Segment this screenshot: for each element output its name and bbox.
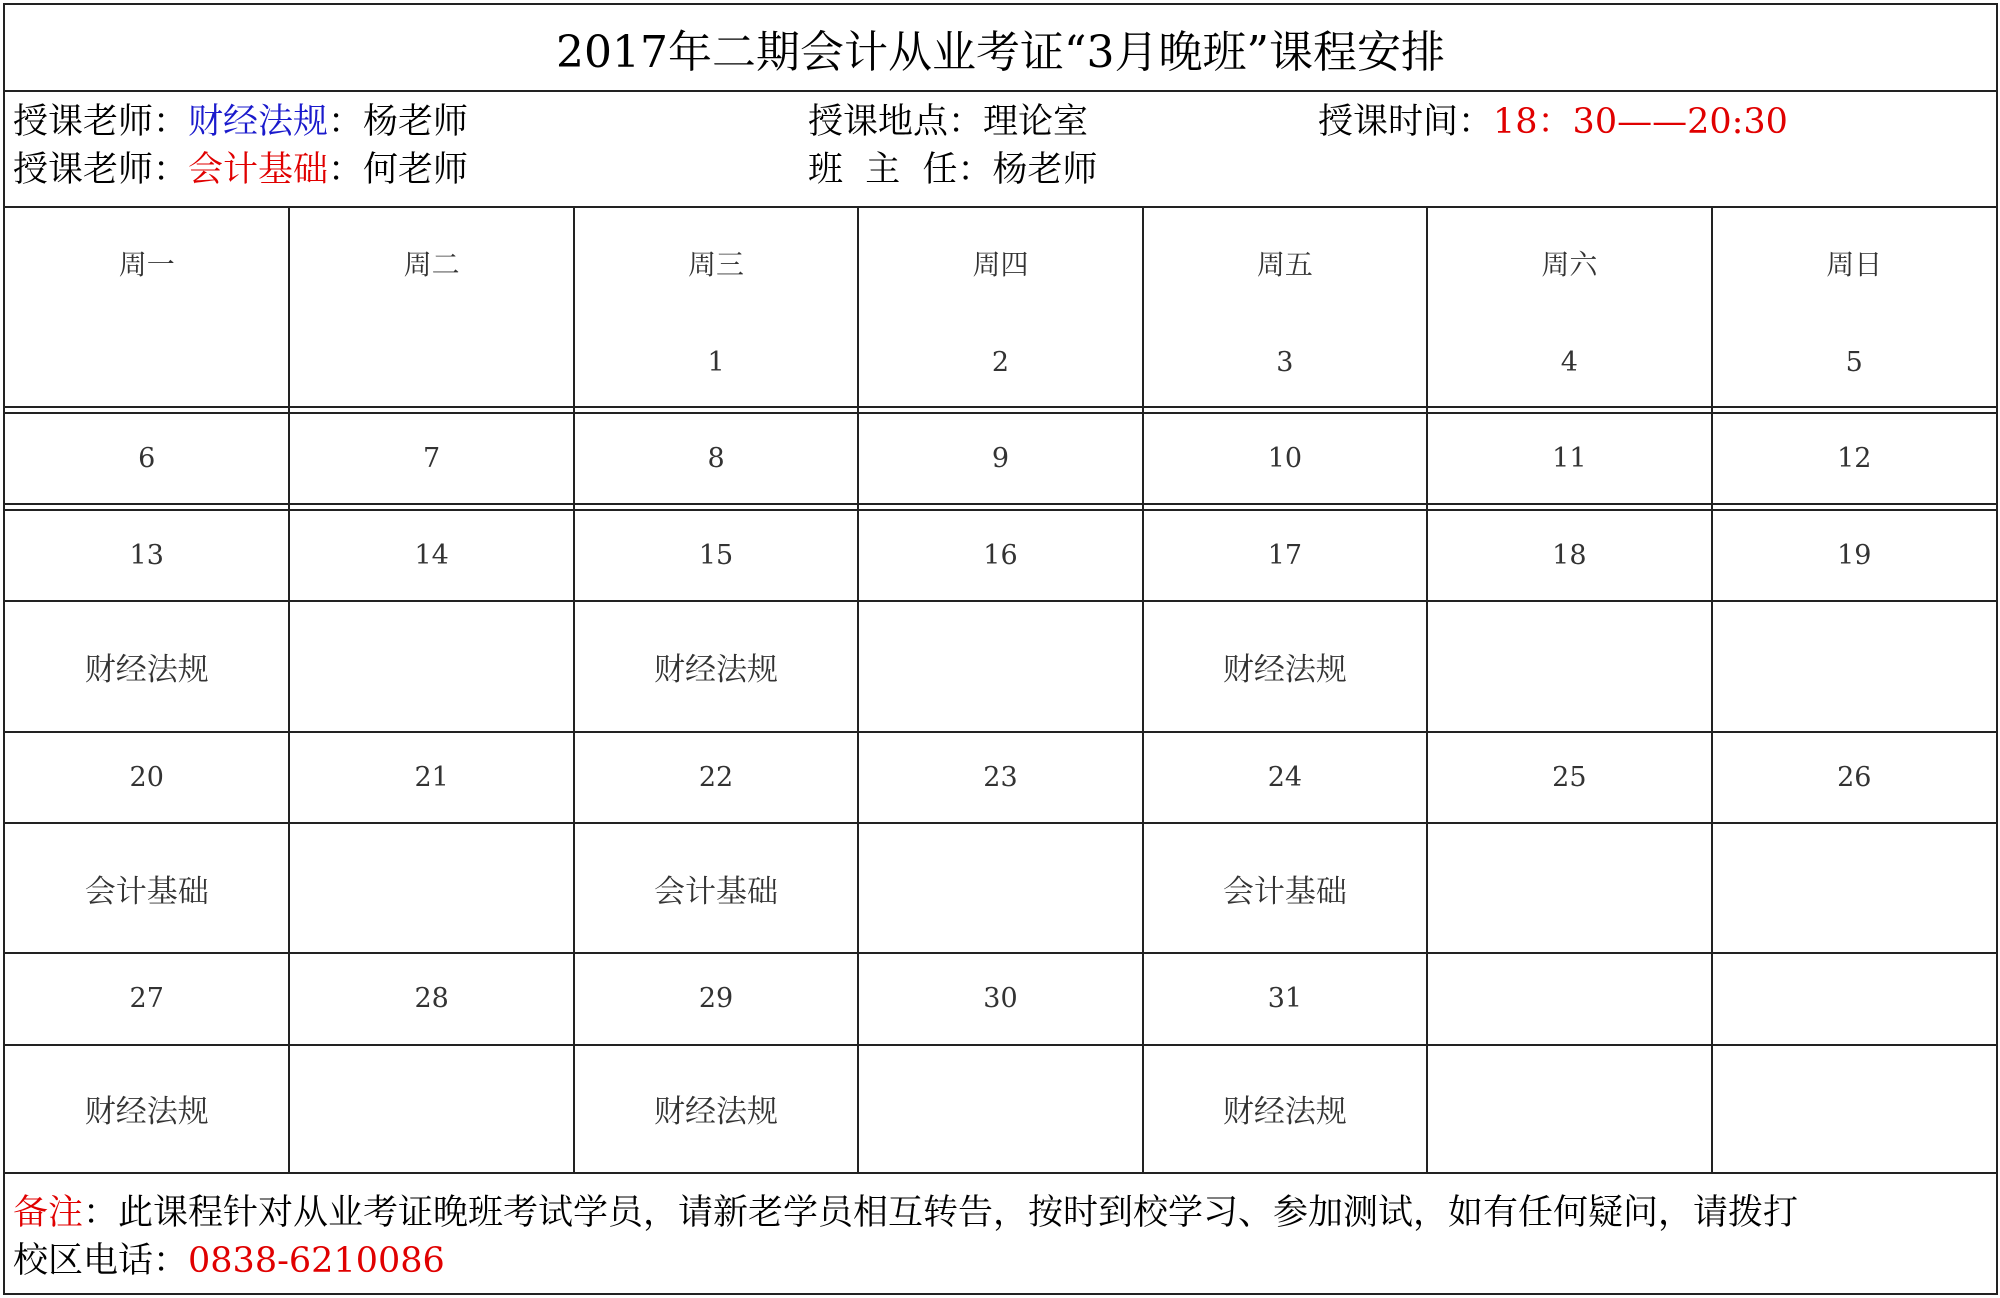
teacher-name: ：杨老师 xyxy=(328,102,469,142)
date-cell: 21 xyxy=(289,732,573,823)
date-cell xyxy=(289,319,573,408)
date-row xyxy=(5,413,1996,504)
course-cell xyxy=(289,1045,573,1173)
date-cell: 1 xyxy=(574,319,858,408)
course-row xyxy=(5,601,1996,731)
course-cell xyxy=(1712,823,1996,953)
date-cell xyxy=(1712,953,1996,1044)
note-section xyxy=(5,1174,1996,1293)
course-cell: 财经法规 xyxy=(574,601,858,731)
course-cell: 财经法规 xyxy=(574,1045,858,1173)
page-title: 2017年二期会计从业考证“3月晚班”课程安排 xyxy=(5,5,1996,92)
course-cell: 会计基础 xyxy=(1143,823,1427,953)
teacher-name: ：何老师 xyxy=(328,150,469,190)
teacher-label: 授课老师： xyxy=(13,150,189,190)
course-cell: 财经法规 xyxy=(5,1045,289,1173)
date-cell: 10 xyxy=(1143,413,1427,504)
course-cell: 会计基础 xyxy=(574,823,858,953)
date-cell: 4 xyxy=(1427,319,1711,408)
calendar-grid xyxy=(5,208,1996,1174)
date-cell: 27 xyxy=(5,953,289,1044)
course-cell xyxy=(1427,1045,1711,1173)
course-cell xyxy=(289,823,573,953)
date-cell: 22 xyxy=(574,732,858,823)
headteacher-text: 班 主 任：杨老师 xyxy=(808,150,1098,190)
phone-number: 0838-6210086 xyxy=(188,1241,445,1281)
date-cell: 20 xyxy=(5,732,289,823)
date-cell: 6 xyxy=(5,413,289,504)
course-cell xyxy=(858,823,1142,953)
phone-label: 校区电话： xyxy=(13,1241,189,1281)
weekday-header: 周三 xyxy=(574,208,858,319)
date-cell: 30 xyxy=(858,953,1142,1044)
weekday-header: 周五 xyxy=(1143,208,1427,319)
note-text: ：此课程针对从业考证晚班考试学员，请新老学员相互转告，按时到校学习、参加测试，如有任何疑问，请拨打 xyxy=(83,1193,1799,1233)
course-row xyxy=(5,1045,1996,1173)
course-cell xyxy=(858,601,1142,731)
teacher-line-1 xyxy=(13,102,469,142)
date-cell xyxy=(1427,953,1711,1044)
course-cell: 财经法规 xyxy=(1143,1045,1427,1173)
calendar-table xyxy=(5,208,1996,1172)
date-cell: 15 xyxy=(574,510,858,601)
date-cell xyxy=(5,319,289,408)
date-row xyxy=(5,510,1996,601)
course-cell: 会计基础 xyxy=(5,823,289,953)
note-line-1 xyxy=(13,1193,1799,1233)
date-cell: 7 xyxy=(289,413,573,504)
date-row xyxy=(5,953,1996,1044)
note-line-2 xyxy=(13,1241,445,1281)
date-cell: 5 xyxy=(1712,319,1996,408)
date-cell: 17 xyxy=(1143,510,1427,601)
course-cell xyxy=(1712,1045,1996,1173)
date-cell: 25 xyxy=(1427,732,1711,823)
time-label: 授课时间： xyxy=(1318,102,1494,142)
date-cell: 19 xyxy=(1712,510,1996,601)
course-cell: 财经法规 xyxy=(1143,601,1427,731)
teacher-line-2 xyxy=(13,150,469,190)
location-text: 授课地点：理论室 xyxy=(808,102,1089,142)
subject-name: 财经法规 xyxy=(188,102,329,142)
date-cell: 16 xyxy=(858,510,1142,601)
weekday-header-row xyxy=(5,208,1996,319)
note-label: 备注 xyxy=(13,1193,84,1233)
date-cell: 29 xyxy=(574,953,858,1044)
date-row xyxy=(5,319,1996,408)
subject-name: 会计基础 xyxy=(188,150,329,190)
date-cell: 12 xyxy=(1712,413,1996,504)
course-row xyxy=(5,823,1996,953)
date-row xyxy=(5,732,1996,823)
date-cell: 23 xyxy=(858,732,1142,823)
weekday-header: 周四 xyxy=(858,208,1142,319)
time-value: 18：30——20:30 xyxy=(1493,102,1788,142)
date-cell: 3 xyxy=(1143,319,1427,408)
course-cell xyxy=(1427,823,1711,953)
date-cell: 26 xyxy=(1712,732,1996,823)
time-line xyxy=(1318,102,1788,142)
schedule-sheet xyxy=(3,3,1998,1295)
weekday-header: 周二 xyxy=(289,208,573,319)
weekday-header: 周日 xyxy=(1826,248,1883,282)
date-cell: 28 xyxy=(289,953,573,1044)
date-cell: 14 xyxy=(289,510,573,601)
course-cell: 财经法规 xyxy=(5,601,289,731)
date-cell: 31 xyxy=(1143,953,1427,1044)
date-cell: 11 xyxy=(1427,413,1711,504)
date-cell: 2 xyxy=(858,319,1142,408)
course-cell xyxy=(1712,601,1996,731)
teacher-label: 授课老师： xyxy=(13,102,189,142)
course-cell xyxy=(1427,601,1711,731)
date-cell: 18 xyxy=(1427,510,1711,601)
date-cell: 24 xyxy=(1143,732,1427,823)
date-cell: 13 xyxy=(5,510,289,601)
weekday-header: 周一 xyxy=(5,208,289,319)
weekday-header: 周六 xyxy=(1427,208,1711,319)
date-cell: 8 xyxy=(574,413,858,504)
date-cell: 9 xyxy=(858,413,1142,504)
course-cell xyxy=(858,1045,1142,1173)
course-cell xyxy=(289,601,573,731)
info-section xyxy=(5,92,1996,208)
